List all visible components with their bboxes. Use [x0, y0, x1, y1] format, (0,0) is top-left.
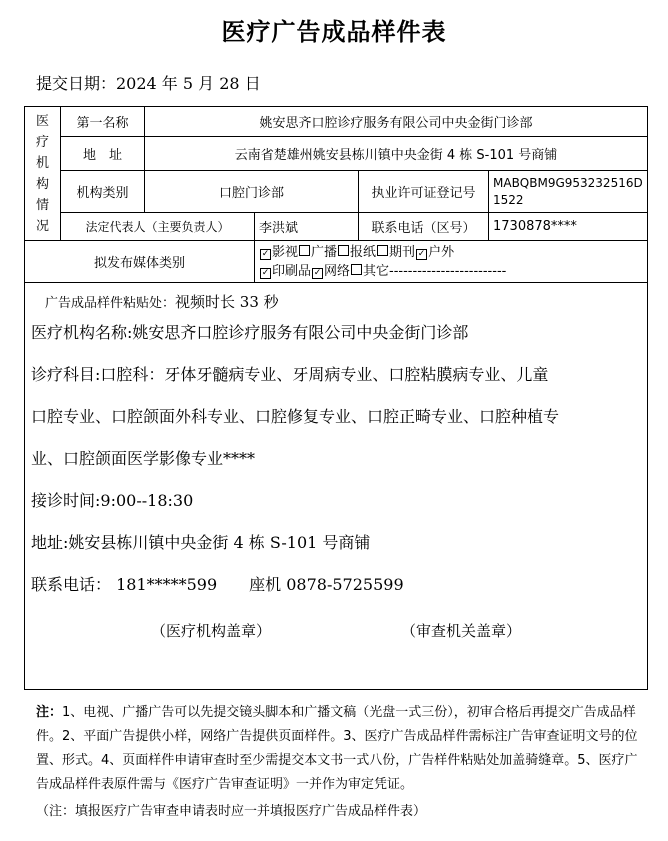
institution-info-label: 医 疗 机 构 情 况 — [25, 107, 61, 241]
legal-rep-value: 李洪斌 — [255, 213, 359, 241]
page-title: 医疗广告成品样件表 — [221, 17, 447, 46]
checkbox[interactable]: ✓ — [261, 248, 270, 259]
media-option[interactable]: 期刊 — [376, 245, 415, 260]
name-label: 第一名称 — [61, 107, 145, 137]
media-option[interactable]: ✓ 户外 — [417, 244, 455, 260]
checkbox[interactable] — [299, 245, 310, 256]
media-option[interactable]: ✓ 网络 — [313, 263, 351, 279]
legal-rep-label: 法定代表人（主要负责人） — [61, 213, 255, 241]
phone-value: 1730878**** — [489, 213, 648, 241]
checkbox[interactable]: ✓ — [313, 267, 322, 278]
checkbox[interactable] — [377, 245, 388, 256]
form-table — [24, 106, 648, 690]
notes: 注：1、电视、广播广告可以先提交镜头脚本和广播文稿（光盘一式三份），初审合格后再提交广告成品样件。2、平面广告提供小样，网络广告提供页面样件。3、医疗广告成品样件需标注广告审查证明文号的位置、形式。4、页面样件申请审查时至少需提交本文书一式八份，广告样件粘贴处加盖骑缝章。5、医疗广告成品样件表原件需与《医疗广告审查证明》一并作为审定凭证。 — [36, 705, 638, 792]
footnote: （注：填报医疗广告审查申请表时应一并填报医疗广告成品样件表） — [36, 804, 427, 819]
checkbox[interactable] — [351, 264, 362, 275]
media-label: 拟发布媒体类别 — [25, 241, 255, 283]
address-value: 云南省楚雄州姚安县栋川镇中央金街 4 栋 S-101 号商铺 — [145, 137, 648, 171]
other-blank-line: ------------------------- — [389, 263, 507, 279]
checkbox[interactable]: ✓ — [417, 248, 426, 259]
submit-date: 提交日期：2024 年 5 月 28 日 — [36, 74, 261, 93]
category-value: 口腔门诊部 — [145, 171, 359, 213]
sample-subjects-line2: 口腔专业、口腔颌面外科专业、口腔修复专业、口腔正畸专业、口腔种植专 — [31, 407, 560, 426]
checkbox[interactable] — [338, 245, 349, 256]
license-value: MABQBM9G953232516D1522 — [489, 171, 648, 213]
media-option[interactable]: ✓ 影视 — [261, 244, 299, 260]
sample-subjects-line3: 业、口腔颌面医学影像专业**** — [31, 449, 256, 468]
license-label: 执业许可证登记号 — [359, 171, 489, 213]
sample-paste-area — [25, 283, 648, 690]
media-option[interactable]: 广播 — [298, 245, 337, 260]
address-label: 地 址 — [61, 137, 145, 171]
checkbox[interactable]: ✓ — [261, 267, 270, 278]
sample-paste-heading: 广告成品样件粘贴处：视频时长 33 秒 — [45, 293, 279, 311]
category-label: 机构类别 — [61, 171, 145, 213]
review-seal-label: （审查机关盖章） — [401, 622, 522, 640]
media-option[interactable]: ✓ 印刷品 — [261, 263, 312, 279]
video-duration: 视频时长 33 秒 — [175, 293, 279, 311]
phone-label: 联系电话（区号） — [359, 213, 489, 241]
sample-hours: 接诊时间:9:00--18:30 — [31, 491, 194, 510]
institution-seal-label: （医疗机构盖章） — [151, 622, 272, 640]
media-option[interactable]: 其它 — [350, 264, 389, 279]
sample-subjects-line1: 诊疗科目:口腔科：牙体牙髓病专业、牙周病专业、口腔粘膜病专业、儿童 — [31, 365, 549, 384]
name-value: 姚安思齐口腔诊疗服务有限公司中央金街门诊部 — [145, 107, 648, 137]
sample-institution: 医疗机构名称:姚安思齐口腔诊疗服务有限公司中央金街门诊部 — [31, 323, 469, 342]
media-options — [255, 241, 648, 283]
media-option[interactable]: 报纸 — [337, 245, 376, 260]
sample-contact: 联系电话： 181*****599 座机 0878-5725599 — [31, 575, 404, 594]
sample-address: 地址:姚安县栋川镇中央金街 4 栋 S-101 号商铺 — [31, 533, 371, 552]
